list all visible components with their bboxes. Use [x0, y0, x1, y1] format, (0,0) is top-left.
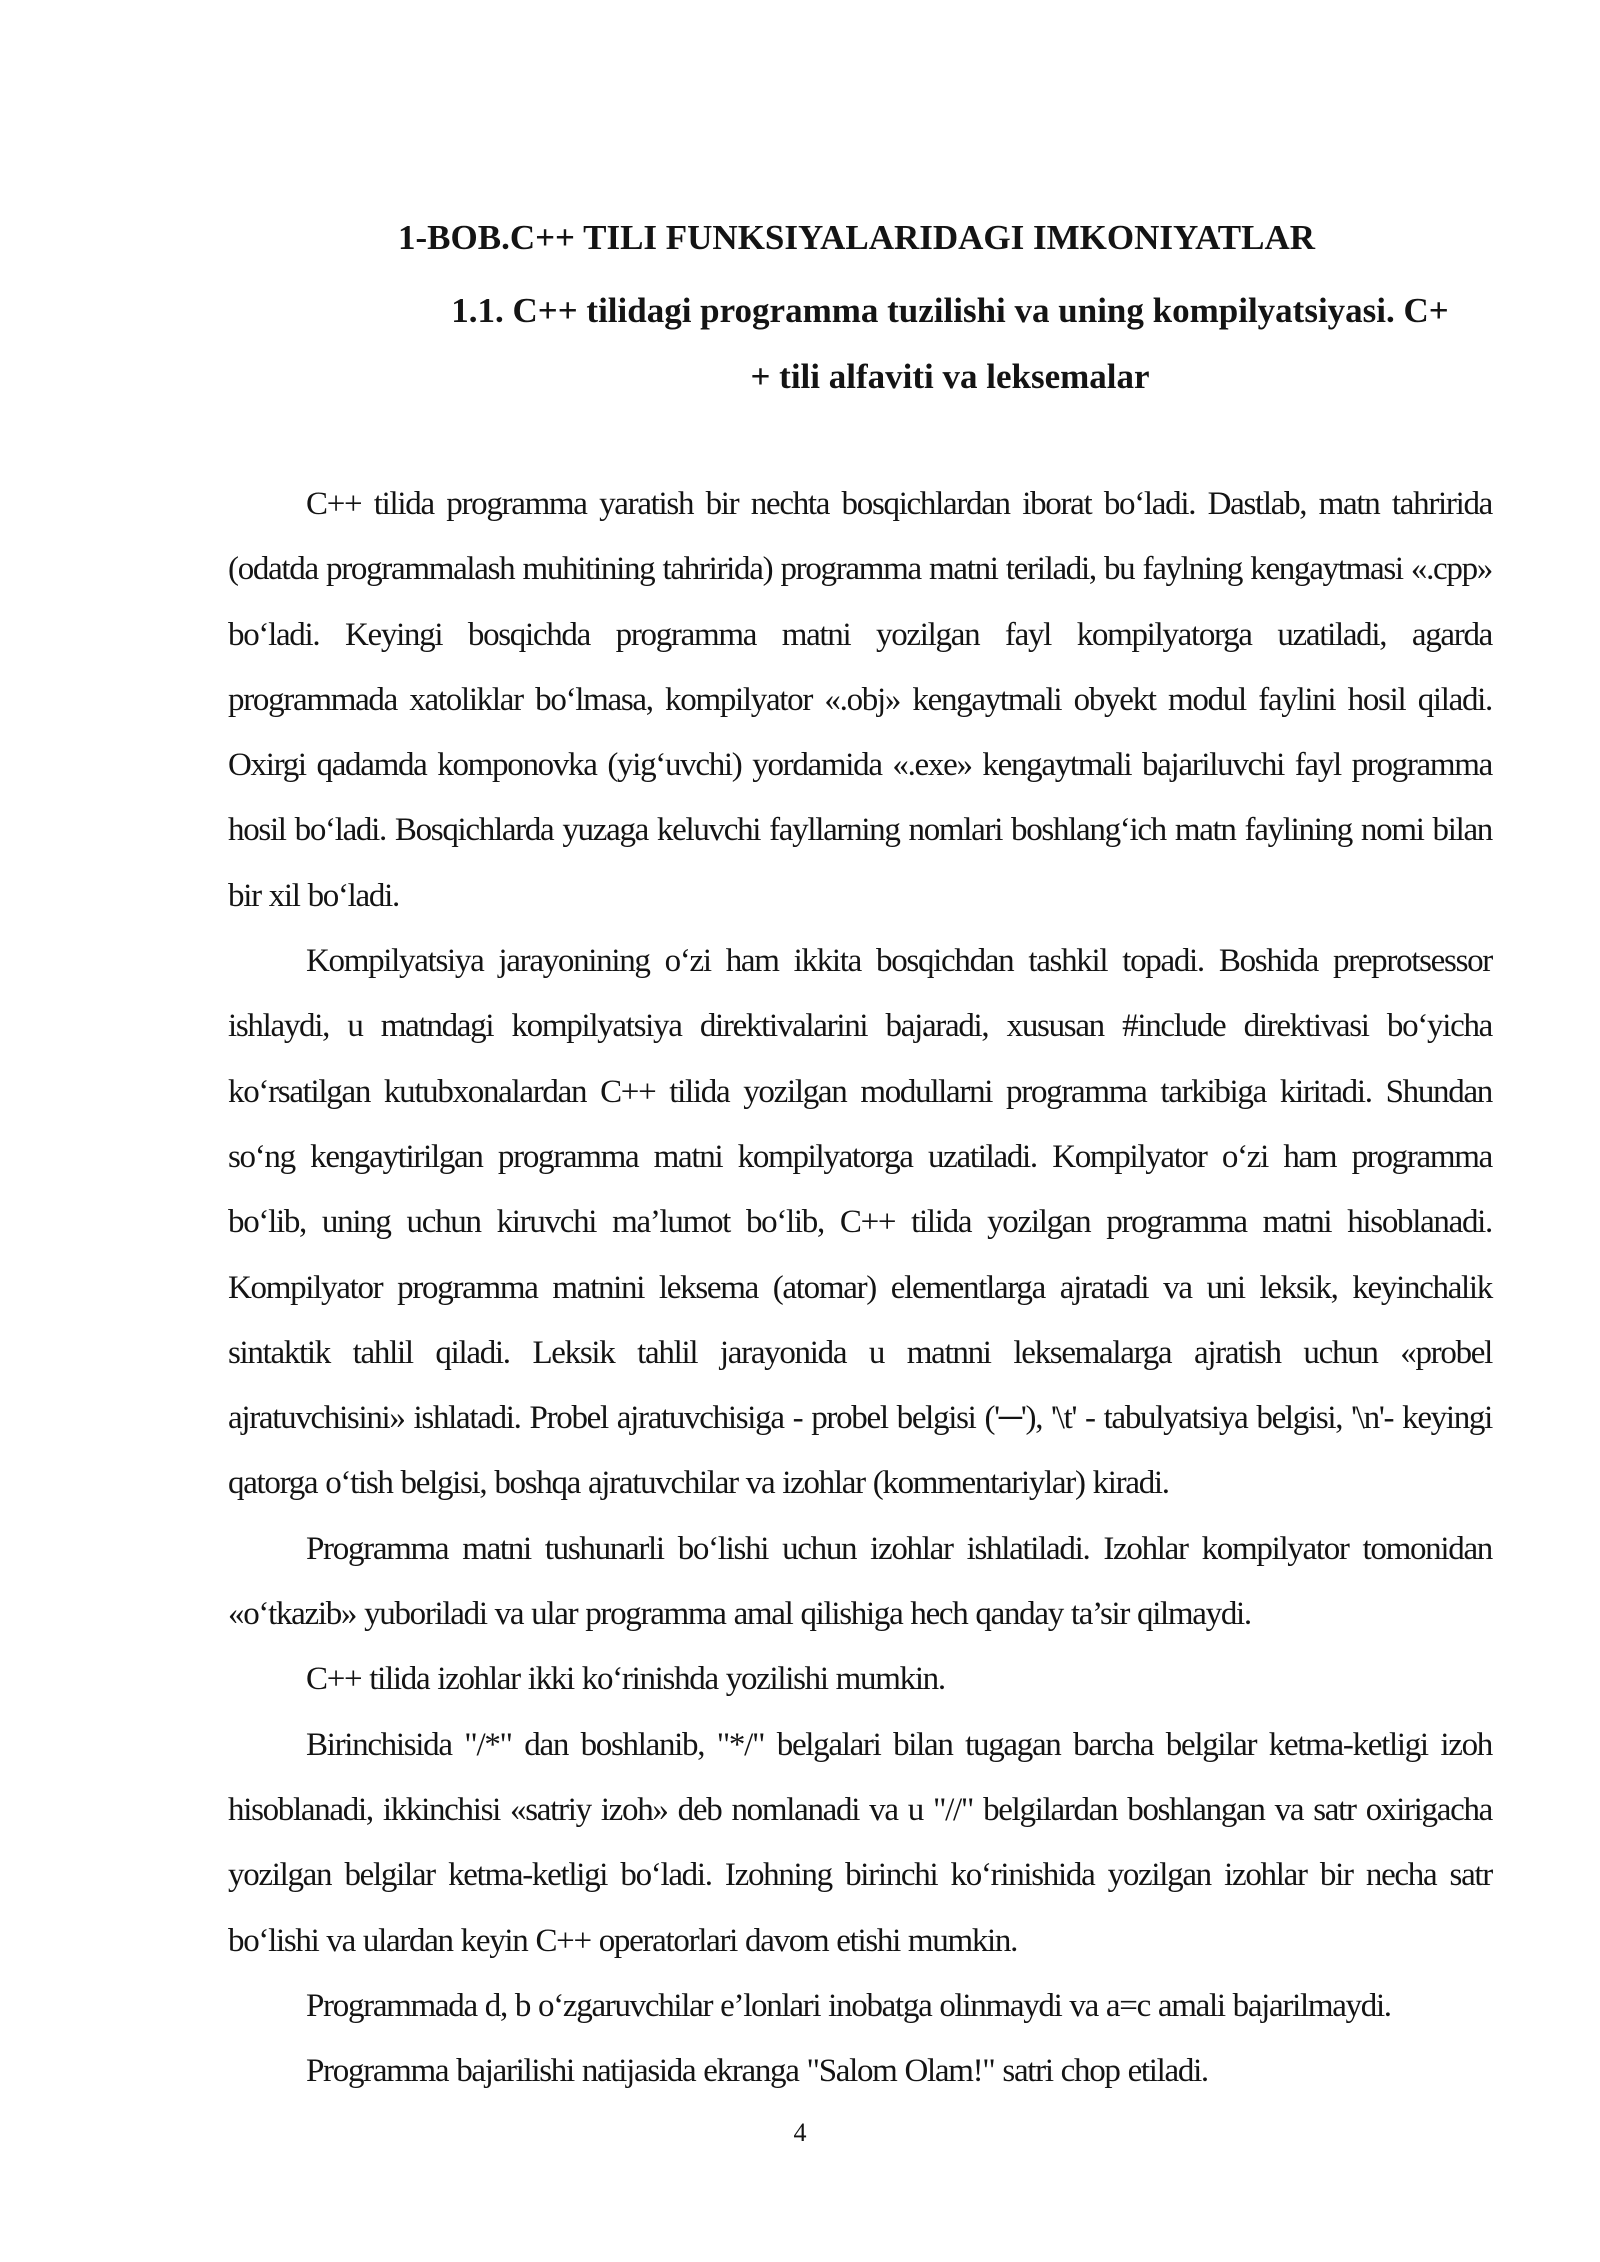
paragraph: Programma bajarilishi natijasida ekranga "Salom Olam!" satri chop etiladi.	[306, 2053, 1208, 2090]
paragraph: C++ tilida izohlar ikki ko‘rinishda yozilishi mumkin.	[306, 1661, 945, 1698]
paragraph: Kompilyatsiya jarayonining o‘zi ham ikkita bosqichdan tashkil topadi. Boshida preprotsessor ishlaydi, u matndagi kompilyatsiya direktivalarini bajaradi, xususan #include direktivasi bo‘yicha ko‘rsatilgan kutubxonalardan C++ tilida yozilgan modullarni programma tarkibiga kiritadi. Shundan so‘ng kengaytirilgan programma matni kompilyatorga uzatiladi. Kompilyator o‘zi ham programma bo‘lib, uning uchun kiruvchi ma’lumot bo‘lib, C++ tilida yozilgan programma matni hisoblanadi. Kompilyator programma matnini leksema (atomar) elementlarga ajratadi va uni leksik, keyinchalik sintaktik tahlil qiladi. Leksik tahlil jarayonida u matnni leksemalarga ajratish uchun «probel ajratuvchisini» ishlatadi. Probel ajratuvchisiga - probel belgisi ('─'), '\t' - tabulyatsiya belgisi, '\n'- keyingi qatorga o‘tish belgisi, boshqa ajratuvchilar va izohlar (kommentariylar) kiradi.	[228, 943, 1492, 1502]
chapter-title: 1-BOB.C++ TILI FUNKSIYALARIDAGI IMKONIYATLAR	[398, 218, 1316, 257]
page-number: 4	[793, 2118, 807, 2147]
section-title-line-2: + tili alfaviti va leksemalar	[750, 357, 1150, 396]
paragraph: Programmada d, b o‘zgaruvchilar e’lonlari inobatga olinmaydi va a=c amali bajarilmaydi.	[306, 1987, 1391, 2024]
body-text	[228, 472, 1492, 2104]
paragraph: Programma matni tushunarli bo‘lishi uchun izohlar ishlatiladi. Izohlar kompilyator tomonidan «o‘tkazib» yuboriladi va ular programma amal qilishiga hech qanday ta’sir qilmaydi.	[228, 1530, 1492, 1633]
section-title	[380, 278, 1520, 410]
paragraph: Birinchisida "/*" dan boshlanib, "*/" belgalari bilan tugagan barcha belgilar ketma-ketligi izoh hisoblanadi, ikkinchisi «satriy izoh» deb nomlanadi va u "//" belgilardan boshlangan va satr oxirigacha yozilgan belgilar ketma-ketligi bo‘ladi. Izohning birinchi ko‘rinishida yozilgan izohlar bir necha satr bo‘lishi va ulardan keyin C++ operatorlari davom etishi mumkin.	[228, 1726, 1492, 1959]
paragraph: C++ tilida programma yaratish bir nechta bosqichlardan iborat bo‘ladi. Dastlab, matn tahririda (odatda programmalash muhitining tahririda) programma matni teriladi, bu faylning kengaytmasi «.cpp» bo‘ladi. Keyingi bosqichda programma matni yozilgan fayl kompilyatorga uzatiladi, agarda programmada xatoliklar bo‘lmasa, kompilyator «.obj» kengaytmali obyekt modul faylini hosil qiladi. Oxirgi qadamda komponovka (yig‘uvchi) yordamida «.exe» kengaytmali bajariluvchi fayl programma hosil bo‘ladi. Bosqichlarda yuzaga keluvchi fayllarning nomlari boshlang‘ich matn faylining nomi bilan bir xil bo‘ladi.	[228, 486, 1492, 914]
section-title-line-1: 1.1. C++ tilidagi programma tuzilishi va uning kompilyatsiyasi. C+	[451, 291, 1449, 330]
